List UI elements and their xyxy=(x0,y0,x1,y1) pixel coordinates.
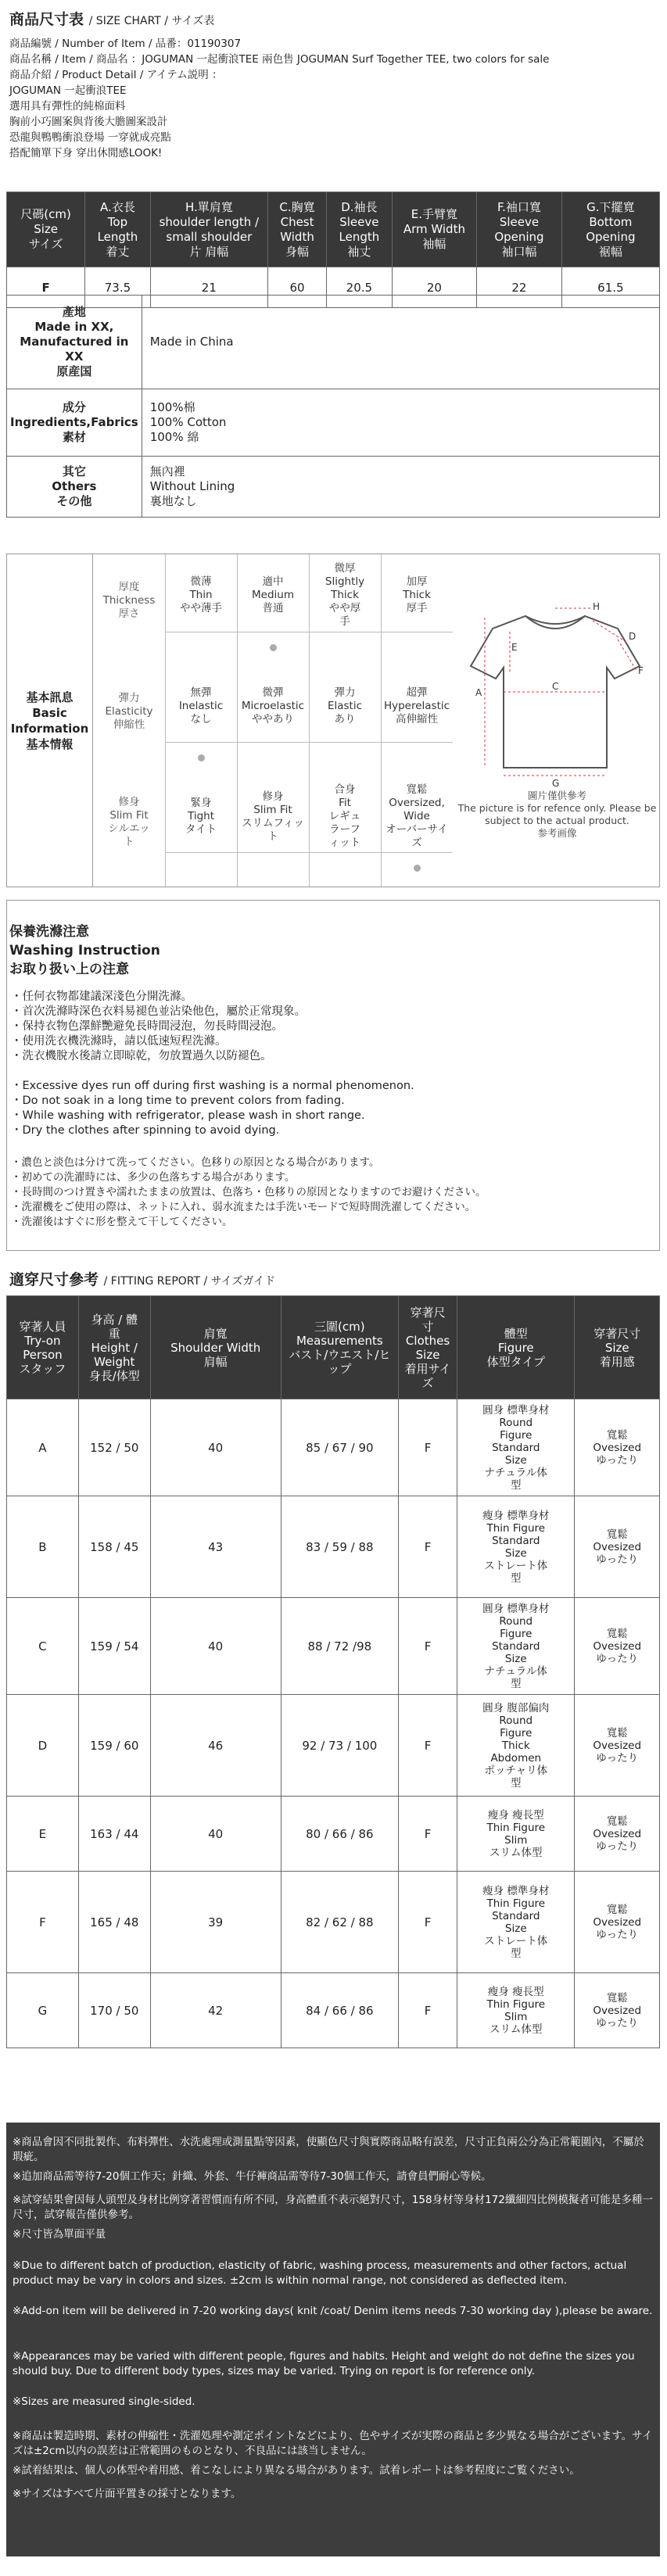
fitting-cell: 83 / 59 / 88 xyxy=(281,1496,398,1598)
meta-value: 無內裡 Without Lining 裏地なし xyxy=(142,457,659,518)
note-line: ※尺寸皆為單面平量 xyxy=(13,2228,106,2241)
feel-option: 合身 Fit レギュ ラーフ ィット xyxy=(328,783,361,849)
diagram-letter-c: C xyxy=(552,681,559,692)
fitting-cell: F xyxy=(398,1797,457,1872)
size-chart-title xyxy=(9,8,214,29)
fitting-table xyxy=(6,1295,660,2048)
fitting-header-cell: 身高 / 體 重 Height / Weight 身長/体型 xyxy=(78,1296,150,1399)
fitting-header-cell: 肩寬 Shoulder Width 肩幅 xyxy=(150,1296,281,1399)
fitting-cell: 80 / 66 / 86 xyxy=(281,1797,398,1872)
diagram-letter-e: E xyxy=(511,642,518,653)
fitting-subtitle: / FITTING REPORT / サイズガイド xyxy=(103,1275,276,1288)
size-cell: F xyxy=(7,267,85,308)
feel-option: 超彈 Hyperelastic 高伸縮性 xyxy=(383,686,450,726)
size-header-cell: F.袖口寬 Sleeve Opening 袖口幅 xyxy=(477,192,562,267)
note-line: ※試着結果は、個人の体型や着用感、着こなしにより異なる場合があります。試着レポートは参考程度にご覧ください。 xyxy=(13,2464,580,2477)
fitting-cell: 瘦身 標準身材 Thin Figure Standard Size ストレート体 型 xyxy=(457,1872,575,1973)
feel-option: 修身 Slim Fit スリムフィッ ト xyxy=(242,790,304,843)
fitting-cell: 92 / 73 / 100 xyxy=(281,1695,398,1797)
feel-option: 緊身 Tight タイト xyxy=(185,797,217,836)
meta-row-fabric xyxy=(7,389,660,457)
size-chart-title-text: 商品尺寸表 xyxy=(9,11,84,28)
size-header-cell: D.袖長 Sleeve Length 袖丈 xyxy=(327,192,393,267)
fitting-cell: 40 xyxy=(150,1399,281,1496)
basic-info-label: 基本訊息 Basic Information 基本情報 xyxy=(7,554,93,887)
diagram-letter-g: G xyxy=(552,778,560,789)
fitting-cell: 165 / 48 xyxy=(78,1872,150,1973)
feel-row-name: 厚度 Thickness 厚さ xyxy=(102,581,156,620)
fitting-row xyxy=(7,1973,660,2048)
fitting-header-cell: 體型 Figure 体型タイプ xyxy=(457,1296,575,1399)
size-header-cell: H.單肩寬 shoulder length / small shoulder 片 肩幅 xyxy=(150,192,267,267)
feel-selected-dot-icon xyxy=(270,644,277,651)
fitting-cell: 瘦身 標準身材 Thin Figure Standard Size ストレート体 型 xyxy=(457,1496,575,1598)
diagram-caption: 圖片僅供參考 The picture is for refence only. Please be subject to the actual product. 参考画像 xyxy=(457,790,657,839)
feel-option: 微彈 Microelastic ややあり xyxy=(241,686,305,726)
fitting-cell: 42 xyxy=(150,1973,281,2048)
fitting-cell: F xyxy=(398,1399,457,1496)
info-line: 商品介紹 / Product Detail / アイテム説明 ： xyxy=(9,69,223,81)
fitting-cell: 圓身 標準身材 Round Figure Standard Size ナチュラル体 型 xyxy=(457,1399,575,1496)
feel-option: 微薄 Thin やや薄手 xyxy=(180,575,222,614)
fitting-title-text: 適穿尺寸參考 xyxy=(9,1271,99,1288)
fitting-cell: B xyxy=(7,1496,79,1598)
fitting-cell: 寬鬆 Ovesized ゆったり xyxy=(575,1399,660,1496)
fitting-cell: 寬鬆 Ovesized ゆったり xyxy=(575,1973,660,2048)
washing-line: ・洗濯機をご使用の際は、ネットに入れ、弱水流または手洗いモードで短時間洗濯してください。 xyxy=(11,1201,476,1213)
feel-option: 彈力 Elastic あり xyxy=(327,686,363,726)
diagram-letter-d: D xyxy=(629,631,637,642)
washing-title-zh: 保養洗滌注意 xyxy=(9,924,89,940)
feel-option: 微厚 Slightly Thick やや厚 手 xyxy=(325,562,365,628)
fitting-cell: 85 / 67 / 90 xyxy=(281,1399,398,1496)
info-line: JOGUMAN 一起衝浪TEE xyxy=(9,84,127,97)
feel-option: 加厚 Thick 厚手 xyxy=(403,575,431,614)
meta-row-others xyxy=(7,457,660,518)
fitting-cell: 寬鬆 Ovesized ゆったり xyxy=(575,1797,660,1872)
meta-value: 100%棉 100% Cotton 100% 綿 xyxy=(142,389,659,457)
fitting-cell: 159 / 60 xyxy=(78,1695,150,1797)
fitting-cell: 寬鬆 Ovesized ゆったり xyxy=(575,1496,660,1598)
size-header-cell: E.手臂寬 Arm Width 袖幅 xyxy=(392,192,477,267)
feel-option: 適中 Medium 普通 xyxy=(252,575,294,614)
fitting-cell: 43 xyxy=(150,1496,281,1598)
diagram-letter-h: H xyxy=(593,601,601,612)
size-cell: 20 xyxy=(392,267,477,308)
fitting-cell: 瘦身 瘦長型 Thin Figure Slim スリム体型 xyxy=(457,1797,575,1872)
feel-row-name: 修身 Slim Fit シルエッ ト xyxy=(108,795,150,848)
fitting-cell: F xyxy=(7,1872,79,1973)
washing-line: ・長時間のつけ置きや濡れたままの放置は、色落ち・色移りの原因となりますのでお避けください。 xyxy=(11,1186,486,1198)
fitting-cell: G xyxy=(7,1973,79,2048)
fitting-cell: 170 / 50 xyxy=(78,1973,150,2048)
feel-option: 寬鬆 Oversized, Wide オーバーサイ ズ xyxy=(385,783,448,849)
fitting-header-cell: 穿著人員 Try-on Person スタッフ xyxy=(7,1296,79,1399)
fitting-cell: 39 xyxy=(150,1872,281,1973)
size-cell: 22 xyxy=(477,267,562,308)
size-table-header xyxy=(7,192,660,267)
fitting-cell: 159 / 54 xyxy=(78,1598,150,1695)
washing-line: ・Excessive dyes run off during first washing is a normal phenomenon. xyxy=(11,1080,414,1092)
fitting-cell: 瘦身 瘦長型 Thin Figure Slim スリム体型 xyxy=(457,1973,575,2048)
fitting-cell: 寬鬆 Ovesized ゆったり xyxy=(575,1872,660,1973)
meta-key: 產地 Made in XX, Manufactured in XX 原産国 xyxy=(7,296,142,389)
fitting-cell: 40 xyxy=(150,1797,281,1872)
fitting-table-header xyxy=(7,1296,660,1399)
fitting-cell: F xyxy=(398,1496,457,1598)
meta-key: 其它 Others その他 xyxy=(7,457,142,518)
washing-line: ・使用洗衣機洗滌時，請以低速短程洗滌。 xyxy=(11,1035,227,1048)
fitting-cell: 寬鬆 Ovesized ゆったり xyxy=(575,1695,660,1797)
fitting-header-cell: 三圍(cm) Measurements バスト/ウエスト/ヒップ xyxy=(281,1296,398,1399)
fitting-row xyxy=(7,1797,660,1872)
note-line: ※商品は製造時期、素材の伸縮性・洗濯処理や測定ポイントなどにより、色やサイズが実際の商品と多少異なる場合がございます。サイズは±2cm以内の誤差は正常範囲のものとなり、不良品には該当しません。 xyxy=(13,2430,653,2457)
info-line: 搭配簡單下身 穿出休閒感LOOK! xyxy=(9,147,163,159)
size-header-cell: C.胸寬 Chest Width 身幅 xyxy=(267,192,326,267)
washing-line: ・初めての洗濯時には、多少の色落ちする場合があります。 xyxy=(11,1171,296,1184)
meta-row-origin xyxy=(7,296,660,389)
size-header-cell: A.衣長 Top Length 着丈 xyxy=(85,192,151,267)
info-line: 恐龍與鴨鴨衝浪登場 一穿就成亮點 xyxy=(9,131,171,144)
washing-title-en: Washing Instruction xyxy=(9,943,160,958)
washing-title-ja: お取り扱い上の注意 xyxy=(9,962,129,977)
washing-line: ・任何衣物都建議深淺色分開洗滌。 xyxy=(11,991,192,1003)
tshirt-diagram xyxy=(461,594,649,790)
notes-panel xyxy=(6,2123,660,2556)
washing-line: ・首次洗滌時深色衣料易褪色並沾染他色，屬於正常現象。 xyxy=(11,1005,306,1018)
washing-line: ・洗濯後はすぐに形を整えて干してください。 xyxy=(11,1216,233,1228)
washing-title xyxy=(9,923,160,979)
fitting-cell: 84 / 66 / 86 xyxy=(281,1973,398,2048)
fitting-cell: 寬鬆 Ovesized ゆったり xyxy=(575,1598,660,1695)
feel-row-name: 彈力 Elasticity 伸縮性 xyxy=(105,692,153,731)
feel-selected-dot-icon xyxy=(198,754,205,761)
fitting-cell: 163 / 44 xyxy=(78,1797,150,1872)
fitting-cell: 152 / 50 xyxy=(78,1399,150,1496)
fitting-cell: 40 xyxy=(150,1598,281,1695)
washing-line: ・Do not soak in a long time to prevent colors from fading. xyxy=(11,1095,345,1107)
fitting-cell: D xyxy=(7,1695,79,1797)
fitting-cell: F xyxy=(398,1695,457,1797)
fitting-row xyxy=(7,1399,660,1496)
fitting-cell: 158 / 45 xyxy=(78,1496,150,1598)
note-line: ※商品會因不同批製作、布料彈性、水洗處理或測量點等因素，使顯色尺寸與實際商品略有誤差，尺寸正負兩公分為正常範圍內，不屬於瑕疵。 xyxy=(13,2136,644,2163)
fitting-row xyxy=(7,1695,660,1797)
diagram-letter-f: F xyxy=(638,665,644,676)
washing-zh xyxy=(11,990,652,1064)
note-line: ※Due to different batch of production, elasticity of fabric, washing process, measurements and other factors, actual product may be vary in colors and sizes. ±2cm is within normal range, not considered as deflected item. xyxy=(13,2259,627,2287)
fitting-cell: 88 / 72 /98 xyxy=(281,1598,398,1695)
note-line: ※サイズはすべて片面平置きの採寸となります。 xyxy=(13,2488,242,2500)
fitting-header-cell: 穿著尺 寸 Clothes Size 着用サイ ズ xyxy=(398,1296,457,1399)
info-line: 選用具有彈性的純棉面料 xyxy=(9,100,126,113)
note-line: ※Sizes are measured single-sided. xyxy=(13,2395,195,2408)
washing-line: ・Dry the clothes after spinning to avoid dying. xyxy=(11,1124,280,1137)
washing-line: ・洗衣機脫水後請立即晾乾，勿放置過久以防褪色。 xyxy=(11,1050,272,1062)
fitting-cell: E xyxy=(7,1797,79,1872)
feel-selected-dot-icon xyxy=(414,865,421,872)
basic-info-grid xyxy=(93,554,453,887)
size-table xyxy=(6,192,660,308)
fitting-cell: A xyxy=(7,1399,79,1496)
fitting-cell: 82 / 62 / 88 xyxy=(281,1872,398,1973)
fitting-cell: C xyxy=(7,1598,79,1695)
product-info xyxy=(9,36,658,161)
fitting-cell: 圓身 標準身材 Round Figure Standard Size ナチュラル体 型 xyxy=(457,1598,575,1695)
note-line: ※Appearances may be varied with different people, figures and habits. Height and weight do not define the sizes you should buy. Due to different body types, sizes may be varied. Trying on report is for reference only. xyxy=(13,2350,635,2377)
fitting-cell: F xyxy=(398,1872,457,1973)
feel-option: 無彈 Inelastic なし xyxy=(178,686,224,726)
fitting-cell: F xyxy=(398,1598,457,1695)
size-cell: 21 xyxy=(150,267,267,308)
size-cell: 61.5 xyxy=(561,267,659,308)
fitting-header-cell: 穿著尺寸 Size 着用感 xyxy=(575,1296,660,1399)
washing-ja xyxy=(11,1155,652,1230)
washing-line: ・While washing with refrigerator, please wash in short range. xyxy=(11,1109,365,1122)
fitting-cell: 圓身 腹部偏肉 Round Figure Thick Abdomen ポッチャリ体 型 xyxy=(457,1695,575,1797)
size-header-cell: 尺碼(cm) Size サイズ xyxy=(7,192,85,267)
fitting-cell: 46 xyxy=(150,1695,281,1797)
info-line: 胸前小巧圖案與背後大膽圖案設計 xyxy=(9,116,168,128)
size-chart-subtitle: / SIZE CHART / サイズ表 xyxy=(88,15,215,27)
fitting-row xyxy=(7,1872,660,1973)
fitting-row xyxy=(7,1598,660,1695)
washing-line: ・保持衣物色澤鮮艷避免長時間浸泡，勿長時間浸泡。 xyxy=(11,1020,283,1033)
info-line: 商品編號 / Number of Item / 品番：01190307 xyxy=(9,38,242,50)
size-cell: 20.5 xyxy=(327,267,393,308)
note-line: ※追加商品需等待7-20個工作天；針織、外套、牛仔褲商品需等待7-30個工作天，請會員們耐心等候。 xyxy=(13,2170,492,2183)
size-header-cell: G.下擺寬 Bottom Opening 裾幅 xyxy=(561,192,659,267)
info-line: 商品名稱 / Item / 商品名 ：JOGUMAN 一起衝浪TEE 兩色售 JOGUMAN Surf Together TEE, two colors for sale xyxy=(9,53,550,66)
washing-en xyxy=(11,1079,652,1138)
fitting-title xyxy=(9,1268,275,1289)
meta-key: 成分 Ingredients,Fabrics 素材 xyxy=(7,389,142,457)
washing-line: ・濃色と淡色は分けて洗ってください。色移りの原因となる場合があります。 xyxy=(11,1156,380,1169)
diagram-letter-a: A xyxy=(475,687,482,698)
fitting-cell: F xyxy=(398,1973,457,2048)
fitting-row xyxy=(7,1496,660,1598)
meta-table xyxy=(6,295,660,518)
note-line: ※試穿結果會因每人頭型及身材比例穿著習慣而有所不同，身高體重不表示絕對尺寸，158身材等身材172纖細四比例模擬者可能是多種一尺寸，試穿報告僅供參考。 xyxy=(13,2194,653,2221)
note-line: ※Add-on item will be delivered in 7-20 working days( knit /coat/ Denim items needs 7-30 working day ),please be aware. xyxy=(13,2305,653,2317)
size-cell: 60 xyxy=(267,267,326,308)
size-cell: 73.5 xyxy=(85,267,151,308)
meta-value: Made in China xyxy=(142,296,659,389)
